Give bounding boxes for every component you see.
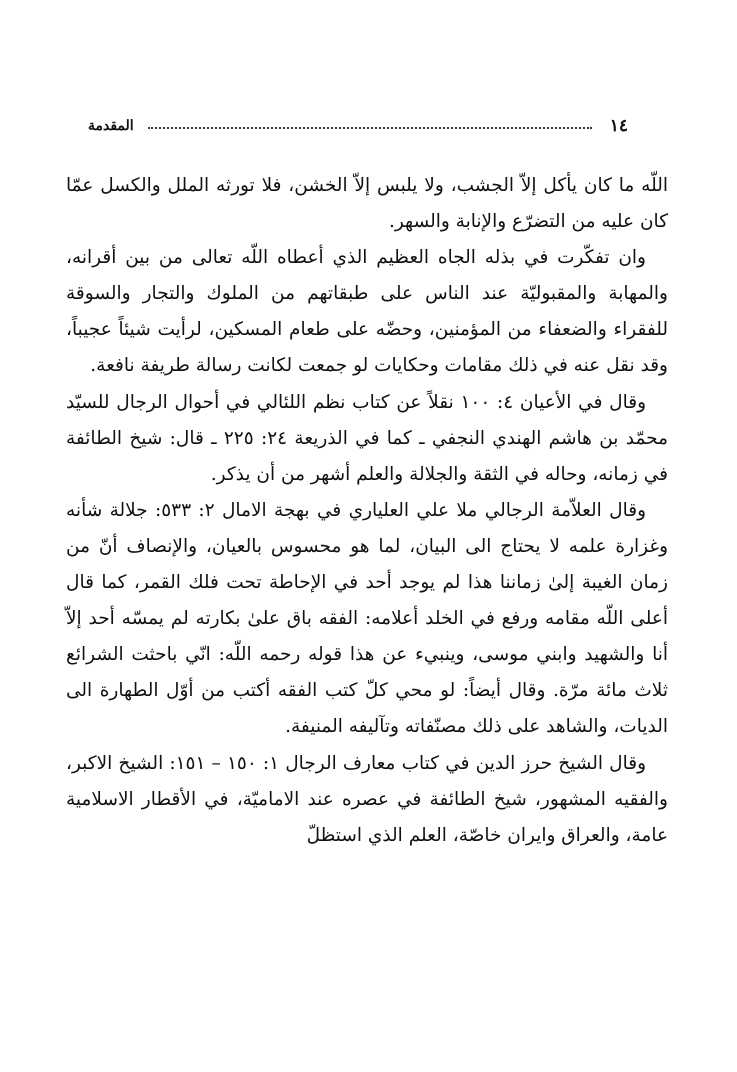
paragraph: اللّه ما كان يأكل إلاّ الجشب، ولا يلبس إلاّ الخشن، فلا تورثه الملل والكسل عمّا كان عليه من التضرّع والإنابة والسهر. bbox=[66, 175, 668, 233]
section-title: المقدمة bbox=[88, 118, 134, 134]
body-text bbox=[66, 168, 668, 854]
paragraph: وان تفكّرت في بذله الجاه العظيم الذي أعطاه اللّه تعالى من بين أقرانه، والمهابة والمقبوليّة عند الناس على طبقاتهم من الملوك والتجار والسوقة للفقراء والضعفاء من المؤمنين، وحضّه على طعام المسكين، لرأيت شيئاً عجيباً، وقد نقل عنه في ذلك مقامات وحكايات لو جمعت لكانت رسالة طريفة نافعة. bbox=[66, 247, 668, 377]
leader-dots bbox=[148, 127, 592, 129]
paragraph: وقال العلاّمة الرجالي ملا علي العلياري في بهجة الامال ٢: ٥٣٣: جلالة شأنه وغزارة علمه لا يحتاج الى البيان، لما هو محسوس بالعيان، والإنصاف أنّ من زمان الغيبة إلىٰ زماننا هذا لم يوجد أحد في الإحاطة تحت فلك القمر، كما قال أعلى اللّه مقامه ورفع في الخلد أعلامه: الفقه باق علىٰ بكارته لم يمسّه أحد إلاّ أنا والشهيد وابني موسى، وينبيء عن هذا قوله رحمه اللّه: انّي باحثت الشرائع ثلاث مائة مرّة. وقال أيضاً: لو محي كلّ كتب الفقه أكتب من أوّل الطهارة الى الديات، والشاهد على ذلك مصنّفاته وتآليفه المنيفة. bbox=[66, 499, 668, 738]
paragraph: وقال الشيخ حرز الدين في كتاب معارف الرجال ١: ١٥٠ – ١٥١: الشيخ الاكبر، والفقيه المشهور، شيخ الطائفة في عصره عند الاماميّة، في الأقطار الاسلامية عامة، والعراق وايران خاصّة، العلم الذي استظلّ bbox=[66, 752, 668, 846]
page-number: ١٤ bbox=[609, 116, 628, 136]
paragraph: وقال في الأعيان ٤: ١٠٠ نقلاً عن كتاب نظم اللئالي في أحوال الرجال للسيّد محمّد بن هاشم الهندي النجفي ـ كما في الذريعة ٢٤: ٢٢٥ ـ قال: شيخ الطائفة في زمانه، وحاله في الثقة والجلالة والعلم أشهر من أن يذكر. bbox=[66, 391, 668, 485]
running-head bbox=[88, 112, 628, 140]
